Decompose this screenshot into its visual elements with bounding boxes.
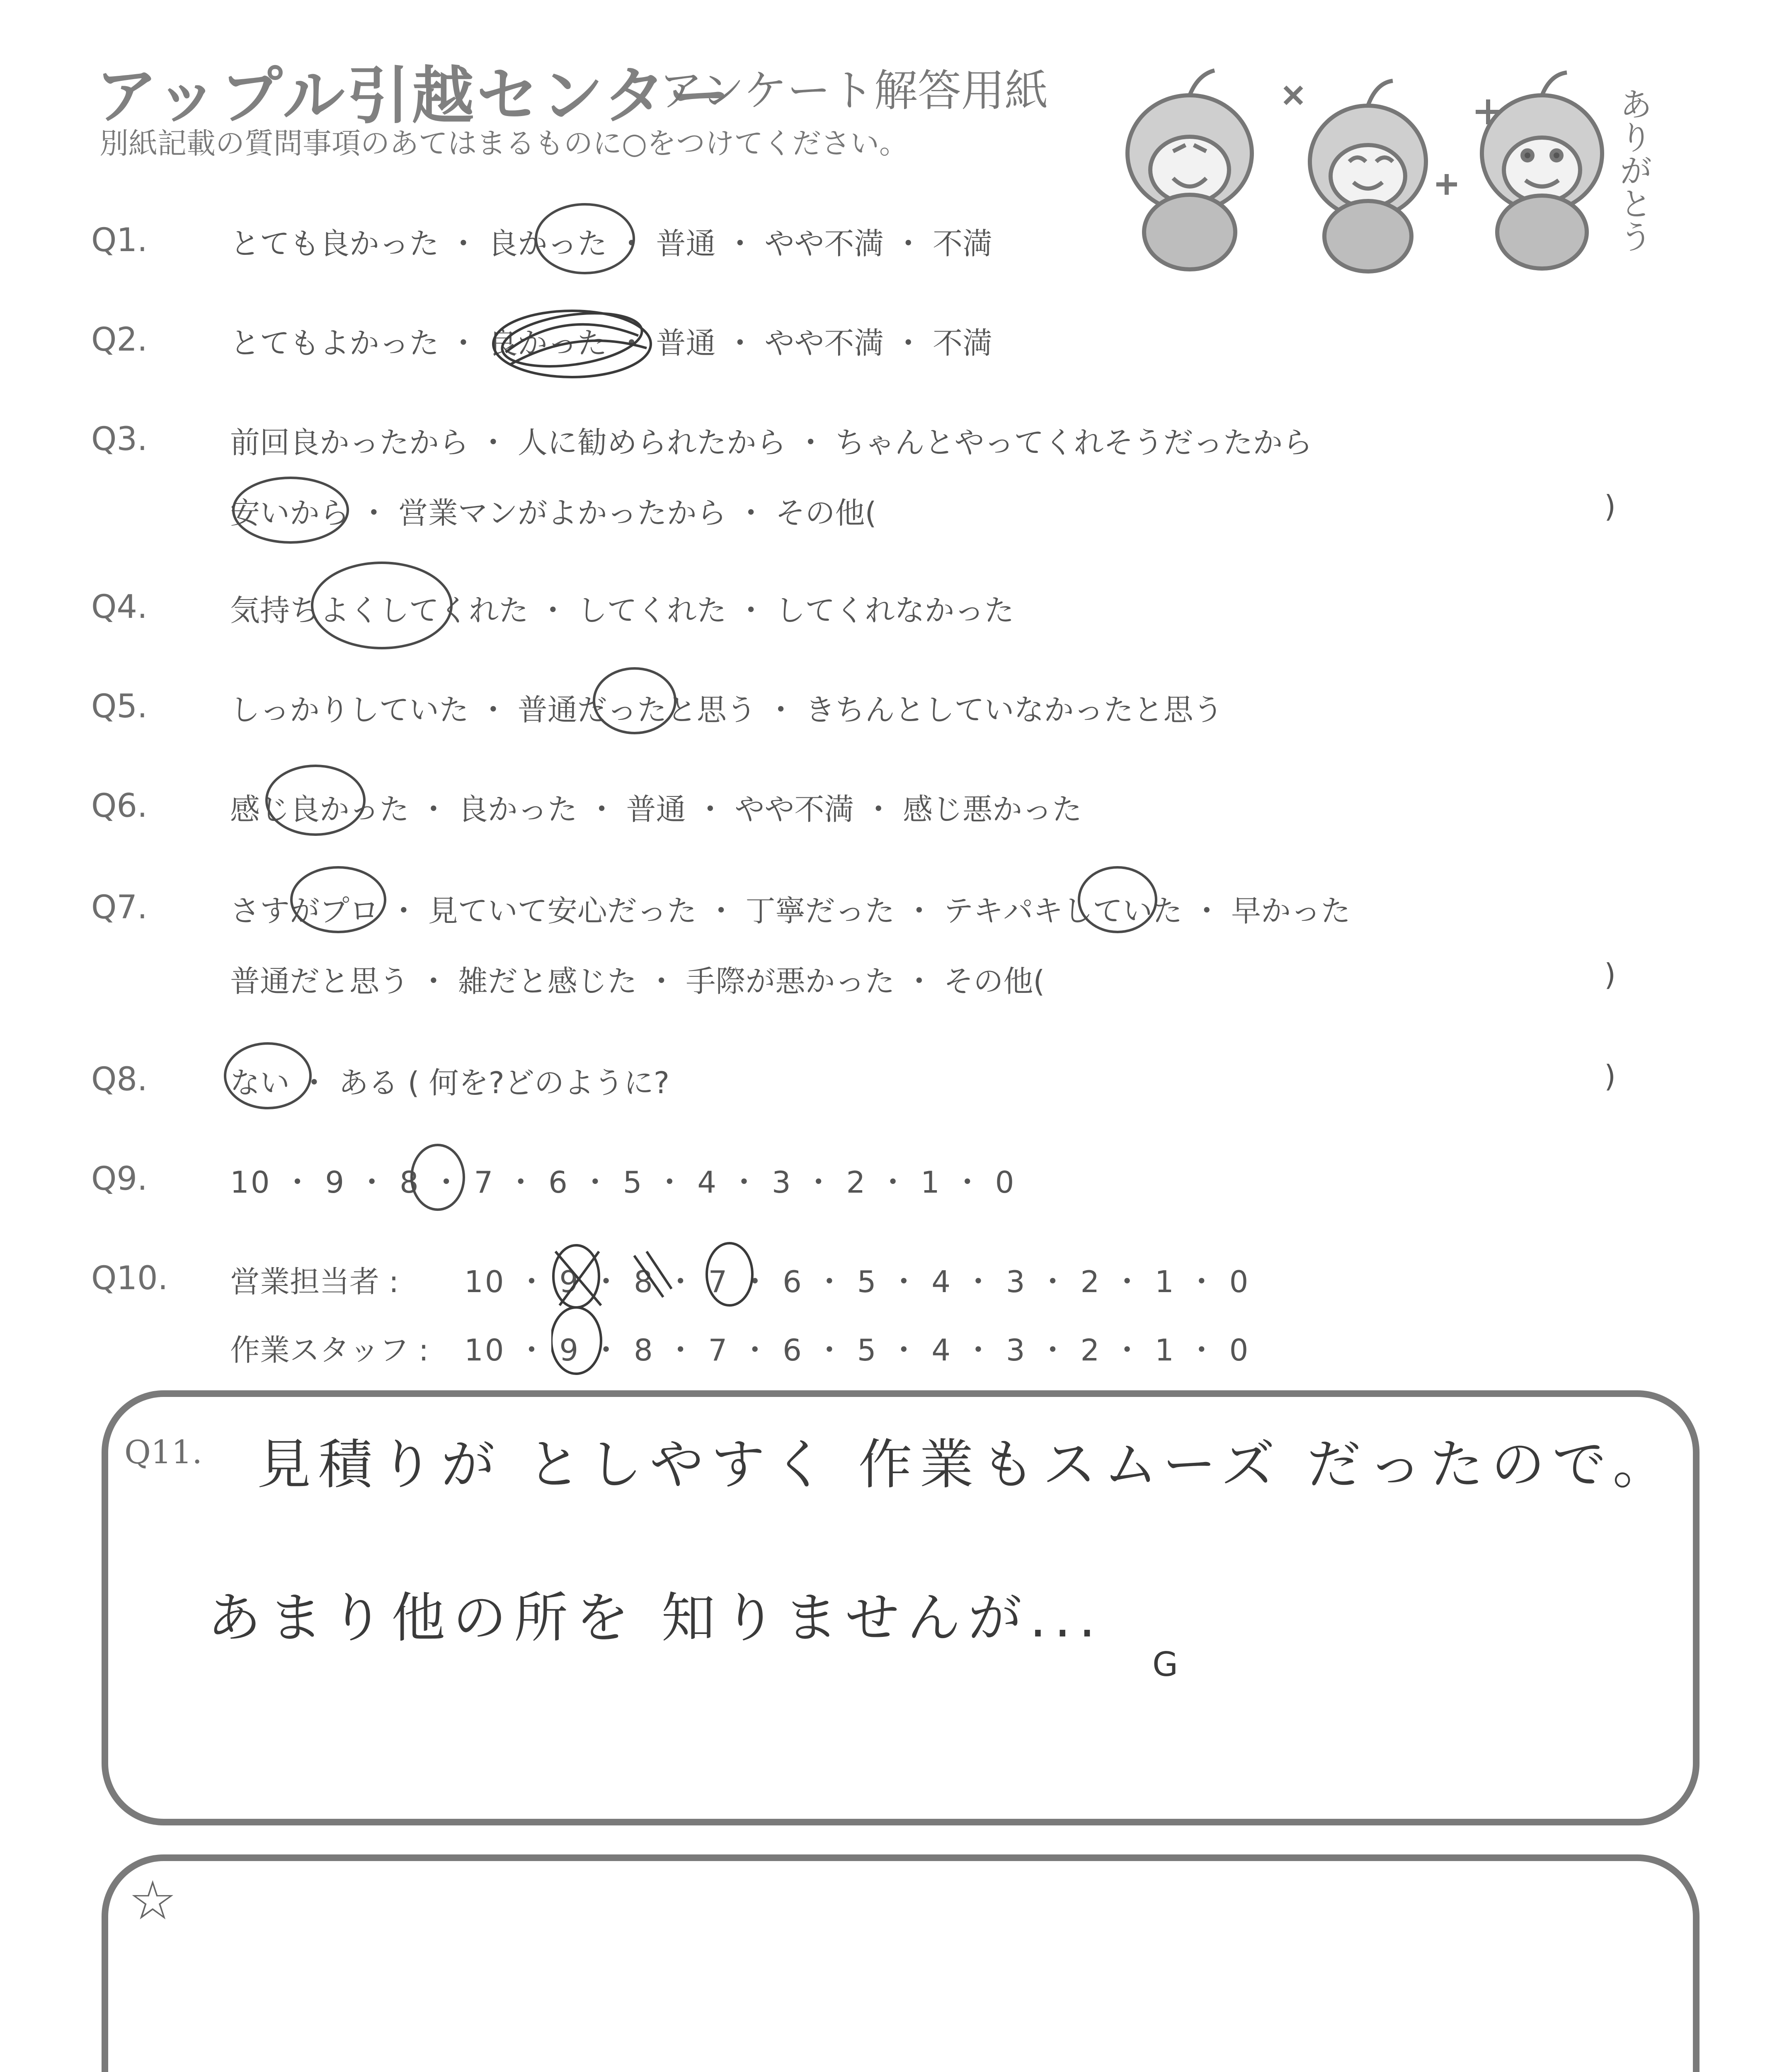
q7-answer-circle-1 — [290, 866, 386, 933]
free-comment-box — [102, 1854, 1700, 2072]
q10-label: Q10. — [91, 1260, 168, 1297]
q7-answer-circle-2 — [1078, 866, 1157, 933]
q7-options-line2: 普通だと思う ・ 雑だと感じた ・ 手際が悪かった ・ その他( — [230, 964, 1045, 999]
q11-handwritten-line2: あまり他の所を 知りませんが... — [207, 1586, 1103, 1649]
q11-handwritten-line1: 見積りが としやすく 作業もスムーズ だったので。 — [257, 1433, 1674, 1496]
star-icon: ☆ — [128, 1869, 177, 1932]
mascot-caption: ありがとう — [1614, 87, 1653, 253]
q9-scale: 10 ・ 9 ・ 8 ・ 7 ・ 6 ・ 5 ・ 4 ・ 3 ・ 2 ・ 1 ・ 0 — [230, 1165, 1016, 1200]
q1-answer-circle — [535, 203, 635, 274]
q2-options: とてもよかった ・ 良かった ・ 普通 ・ やや不満 ・ 不満 — [230, 326, 993, 361]
q3-options-line2: 安いから ・ 営業マンがよかったから ・ その他( — [230, 496, 877, 530]
q3-options-line1: 前回良かったから ・ 人に勧められたから ・ ちゃんとやってくれそうだったから — [230, 425, 1313, 460]
q9-answer-circle — [410, 1144, 465, 1211]
q5-label: Q5. — [91, 688, 148, 725]
instruction-text: 別紙記載の質問事項のあてはまるものに○をつけてください。 — [99, 126, 909, 160]
q7-close-paren: ) — [1604, 957, 1616, 992]
q3-answer-circle — [232, 477, 349, 544]
q8-options: ない ・ ある ( 何を?どのように? — [230, 1065, 670, 1100]
q2-scribble-mark — [481, 290, 663, 398]
q8-label: Q8. — [91, 1061, 148, 1098]
q2-label: Q2. — [91, 321, 148, 358]
mascot-illustration — [1103, 50, 1683, 282]
q11-handwritten-mark: G — [1152, 1645, 1178, 1684]
q11-label: Q11. — [124, 1434, 202, 1471]
q6-answer-circle — [265, 765, 366, 836]
q3-label: Q3. — [91, 421, 148, 458]
q1-label: Q1. — [91, 222, 148, 259]
q10-staff-label: 作業スタッフ : — [230, 1333, 429, 1368]
q9-label: Q9. — [91, 1160, 148, 1198]
q10-answer-marks — [551, 1227, 783, 1384]
q4-options: 気持ちよくしてくれた ・ してくれた ・ してくれなかった — [230, 593, 1014, 628]
q3-close-paren: ) — [1604, 489, 1616, 524]
form-subtitle: アンケート解答用紙 — [659, 65, 1048, 116]
q5-answer-circle — [593, 667, 676, 734]
q7-label: Q7. — [91, 889, 148, 926]
q10-staff-scale: 10 ・ 9 ・ 8 ・ 7 ・ 6 ・ 5 ・ 4 ・ 3 ・ 2 ・ 1 ・ 0 — [464, 1333, 1250, 1368]
q4-answer-circle — [311, 562, 453, 649]
q6-options: 感じ良かった ・ 良かった ・ 普通 ・ やや不満 ・ 感じ悪かった — [230, 792, 1082, 827]
q1-options: とても良かった ・ 良かった ・ 普通 ・ やや不満 ・ 不満 — [230, 226, 993, 261]
q10-sales-scale: 10 ・ 9 ・ 8 ・ 7 ・ 6 ・ 5 ・ 4 ・ 3 ・ 2 ・ 1 ・ 0 — [464, 1264, 1250, 1299]
q8-close-paren: ) — [1604, 1059, 1616, 1094]
q5-options: しっかりしていた ・ 普通だったと思う ・ きちんとしていなかったと思う — [230, 692, 1223, 727]
q10-sales-label: 営業担当者 : — [230, 1264, 399, 1299]
q6-label: Q6. — [91, 787, 148, 825]
q4-label: Q4. — [91, 588, 148, 626]
q8-answer-circle — [224, 1042, 312, 1109]
form-title: アップル引越センター — [95, 60, 733, 132]
q7-options-line1: さすがプロ ・ 見ていて安心だった ・ 丁寧だった ・ テキパキしていた ・ 早かった — [230, 893, 1351, 928]
